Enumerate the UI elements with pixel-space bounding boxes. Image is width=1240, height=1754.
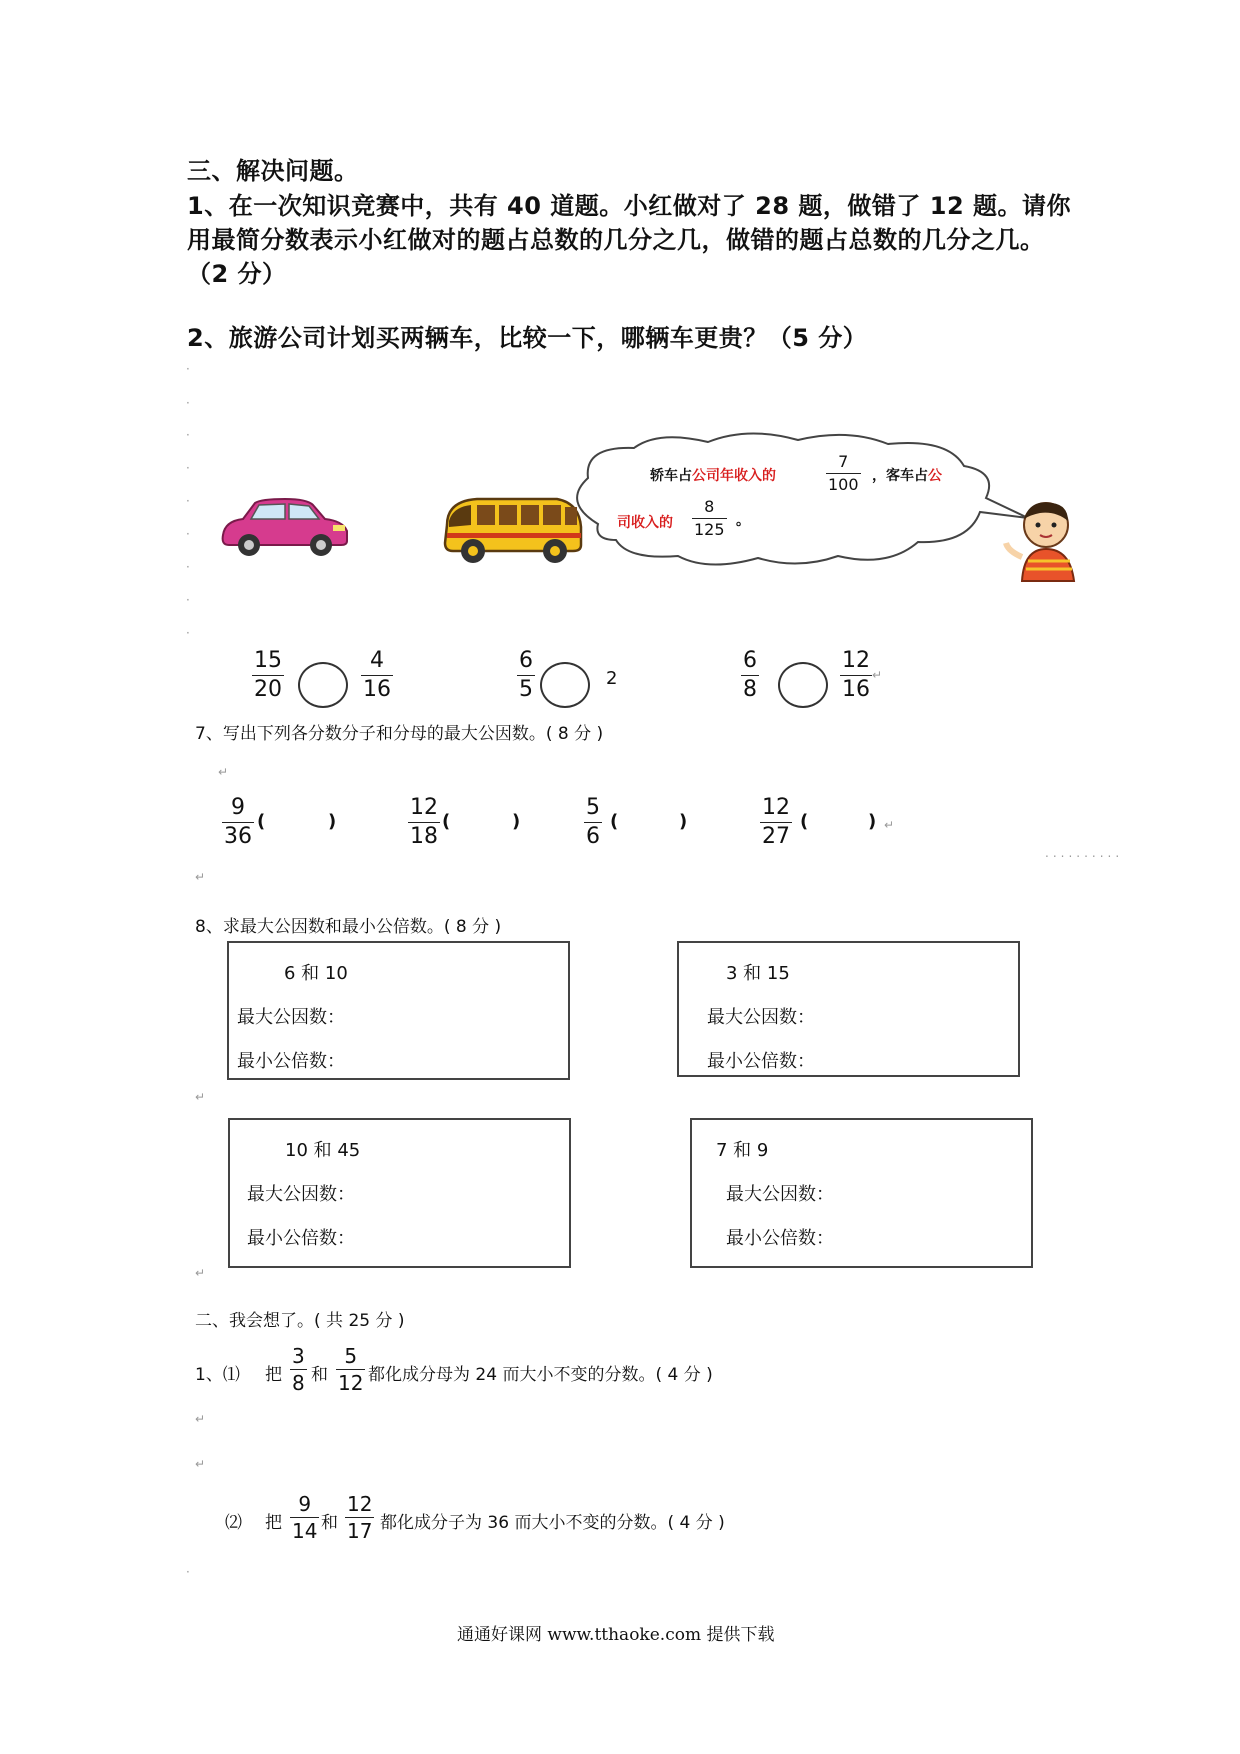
- q7-fraction-2: $\frac{12}{18}$: [410, 795, 438, 849]
- boy-illustration: [1000, 495, 1090, 585]
- q7-fraction-4: $\frac{12}{27}$: [762, 795, 790, 849]
- margin-dot: ·: [186, 461, 190, 475]
- bubble-text-4: 。: [736, 513, 750, 529]
- q1a-fraction-1: $\frac{3}{8}$: [292, 1344, 305, 1395]
- compare-circle-3[interactable]: [778, 662, 828, 708]
- q8-box-4: [690, 1118, 1033, 1268]
- bus-illustration: [437, 495, 585, 565]
- q1-line3: （2 分）: [187, 260, 287, 288]
- q8-box-lcm-label: 最小公倍数：: [726, 1228, 834, 1249]
- q7-fraction-1: $\frac{9}{36}$: [224, 795, 252, 849]
- q8-box-pair: 10 和 45: [285, 1140, 361, 1161]
- q1a-label: 1、⑴: [195, 1365, 240, 1385]
- speech-bubble: [568, 432, 1038, 572]
- q8-box-3: [228, 1118, 571, 1268]
- q8-title: 8、求最大公因数和最小公倍数。( 8 分 ): [195, 917, 502, 937]
- q8-box-1: [227, 941, 570, 1080]
- q8-box-gcd-label: 最大公因数：: [726, 1184, 834, 1205]
- bubble-fraction-sedan: $\frac{7}{100}$: [828, 452, 859, 494]
- q8-box-pair: 3 和 15: [726, 963, 790, 984]
- q1a-he: 和: [311, 1365, 328, 1385]
- q7-paren-close: ): [679, 811, 688, 832]
- q1b-fraction-1: $\frac{9}{14}$: [292, 1492, 318, 1543]
- q8-box-gcd-label: 最大公因数：: [707, 1007, 815, 1028]
- q1b-fraction-2: $\frac{12}{17}$: [347, 1492, 373, 1543]
- return-mark: ↵: [195, 1266, 206, 1280]
- q7-paren-open: (: [610, 811, 619, 832]
- compare-3-left: $\frac{6}{8}$: [743, 648, 757, 702]
- dotted-leader: ..........: [1045, 846, 1124, 860]
- q1a-text: 都化成分母为 24 而大小不变的分数。( 4 分 ): [368, 1365, 713, 1385]
- q8-box-pair: 7 和 9: [716, 1140, 769, 1161]
- q8-box-lcm-label: 最小公倍数：: [237, 1051, 345, 1072]
- bubble-text-2: ，客车占公: [872, 468, 942, 484]
- return-mark: ↵: [195, 870, 206, 884]
- q7-paren-open: (: [442, 811, 451, 832]
- q8-box-lcm-label: 最小公倍数：: [247, 1228, 355, 1249]
- margin-dot: ·: [186, 560, 190, 574]
- bubble-fraction-bus: $\frac{8}{125}$: [694, 497, 725, 539]
- compare-1-right: $\frac{4}{16}$: [363, 648, 391, 702]
- compare-circle-1[interactable]: [298, 662, 348, 708]
- q7-paren-close: ): [512, 811, 521, 832]
- footer-credit: 通通好课网 www.tthaoke.com 提供下载: [457, 1625, 775, 1645]
- bubble-text-1: 轿车占公司年收入的: [650, 468, 776, 484]
- q1a-ba: 把: [265, 1365, 282, 1385]
- return-mark: ↵: [195, 1457, 206, 1471]
- margin-dot: ·: [186, 494, 190, 508]
- q1b-label: ⑵: [225, 1513, 242, 1533]
- q7-title: 7、写出下列各分数分子和分母的最大公因数。( 8 分 ): [195, 724, 604, 744]
- section-title: 三、解决问题。: [187, 157, 359, 185]
- car-illustration: [215, 495, 355, 560]
- q7-paren-open: (: [800, 811, 809, 832]
- return-mark: ↵: [884, 818, 895, 832]
- q1b-he: 和: [321, 1513, 338, 1533]
- q8-box-lcm-label: 最小公倍数：: [707, 1051, 815, 1072]
- q1-line2: 用最简分数表示小红做对的题占总数的几分之几，做错的题占总数的几分之几。: [187, 226, 1045, 254]
- return-mark: ↵: [218, 765, 229, 779]
- q1a-fraction-2: $\frac{5}{12}$: [338, 1344, 364, 1395]
- margin-dot: ·: [186, 362, 190, 376]
- q7-paren-close: ): [328, 811, 337, 832]
- compare-1-left: $\frac{15}{20}$: [254, 648, 282, 702]
- q1-line1: 1、在一次知识竞赛中，共有 40 道题。小红做对了 28 题，做错了 12 题。请你: [187, 192, 1072, 220]
- compare-3-right: $\frac{12}{16}$: [842, 648, 870, 702]
- q1b-ba: 把: [265, 1513, 282, 1533]
- return-mark: ↵: [195, 1090, 206, 1104]
- compare-2-right: 2: [606, 668, 618, 689]
- compare-2-left: $\frac{6}{5}$: [519, 648, 533, 702]
- q8-box-gcd-label: 最大公因数：: [247, 1184, 355, 1205]
- section2-title: 二、我会想了。( 共 25 分 ): [195, 1311, 405, 1331]
- margin-dot: ·: [186, 1565, 190, 1579]
- bubble-text-3: 司收入的: [617, 515, 673, 531]
- return-mark: ↵: [195, 1412, 206, 1426]
- margin-dot: ·: [186, 396, 190, 410]
- q8-box-gcd-label: 最大公因数：: [237, 1007, 345, 1028]
- compare-circle-2[interactable]: [540, 662, 590, 708]
- margin-dot: ·: [186, 593, 190, 607]
- q7-fraction-3: $\frac{5}{6}$: [586, 795, 600, 849]
- q8-box-pair: 6 和 10: [284, 963, 348, 984]
- q8-box-2: [677, 941, 1020, 1077]
- margin-dot: ·: [186, 527, 190, 541]
- q7-paren-close: ): [868, 811, 877, 832]
- q2-text: 2、旅游公司计划买两辆车，比较一下，哪辆车更贵？（5 分）: [187, 324, 868, 352]
- return-mark: ↵: [872, 668, 883, 682]
- margin-dot: ·: [186, 428, 190, 442]
- margin-dot: ·: [186, 626, 190, 640]
- q7-paren-open: (: [257, 811, 266, 832]
- q1b-text: 都化成分子为 36 而大小不变的分数。( 4 分 ): [380, 1513, 725, 1533]
